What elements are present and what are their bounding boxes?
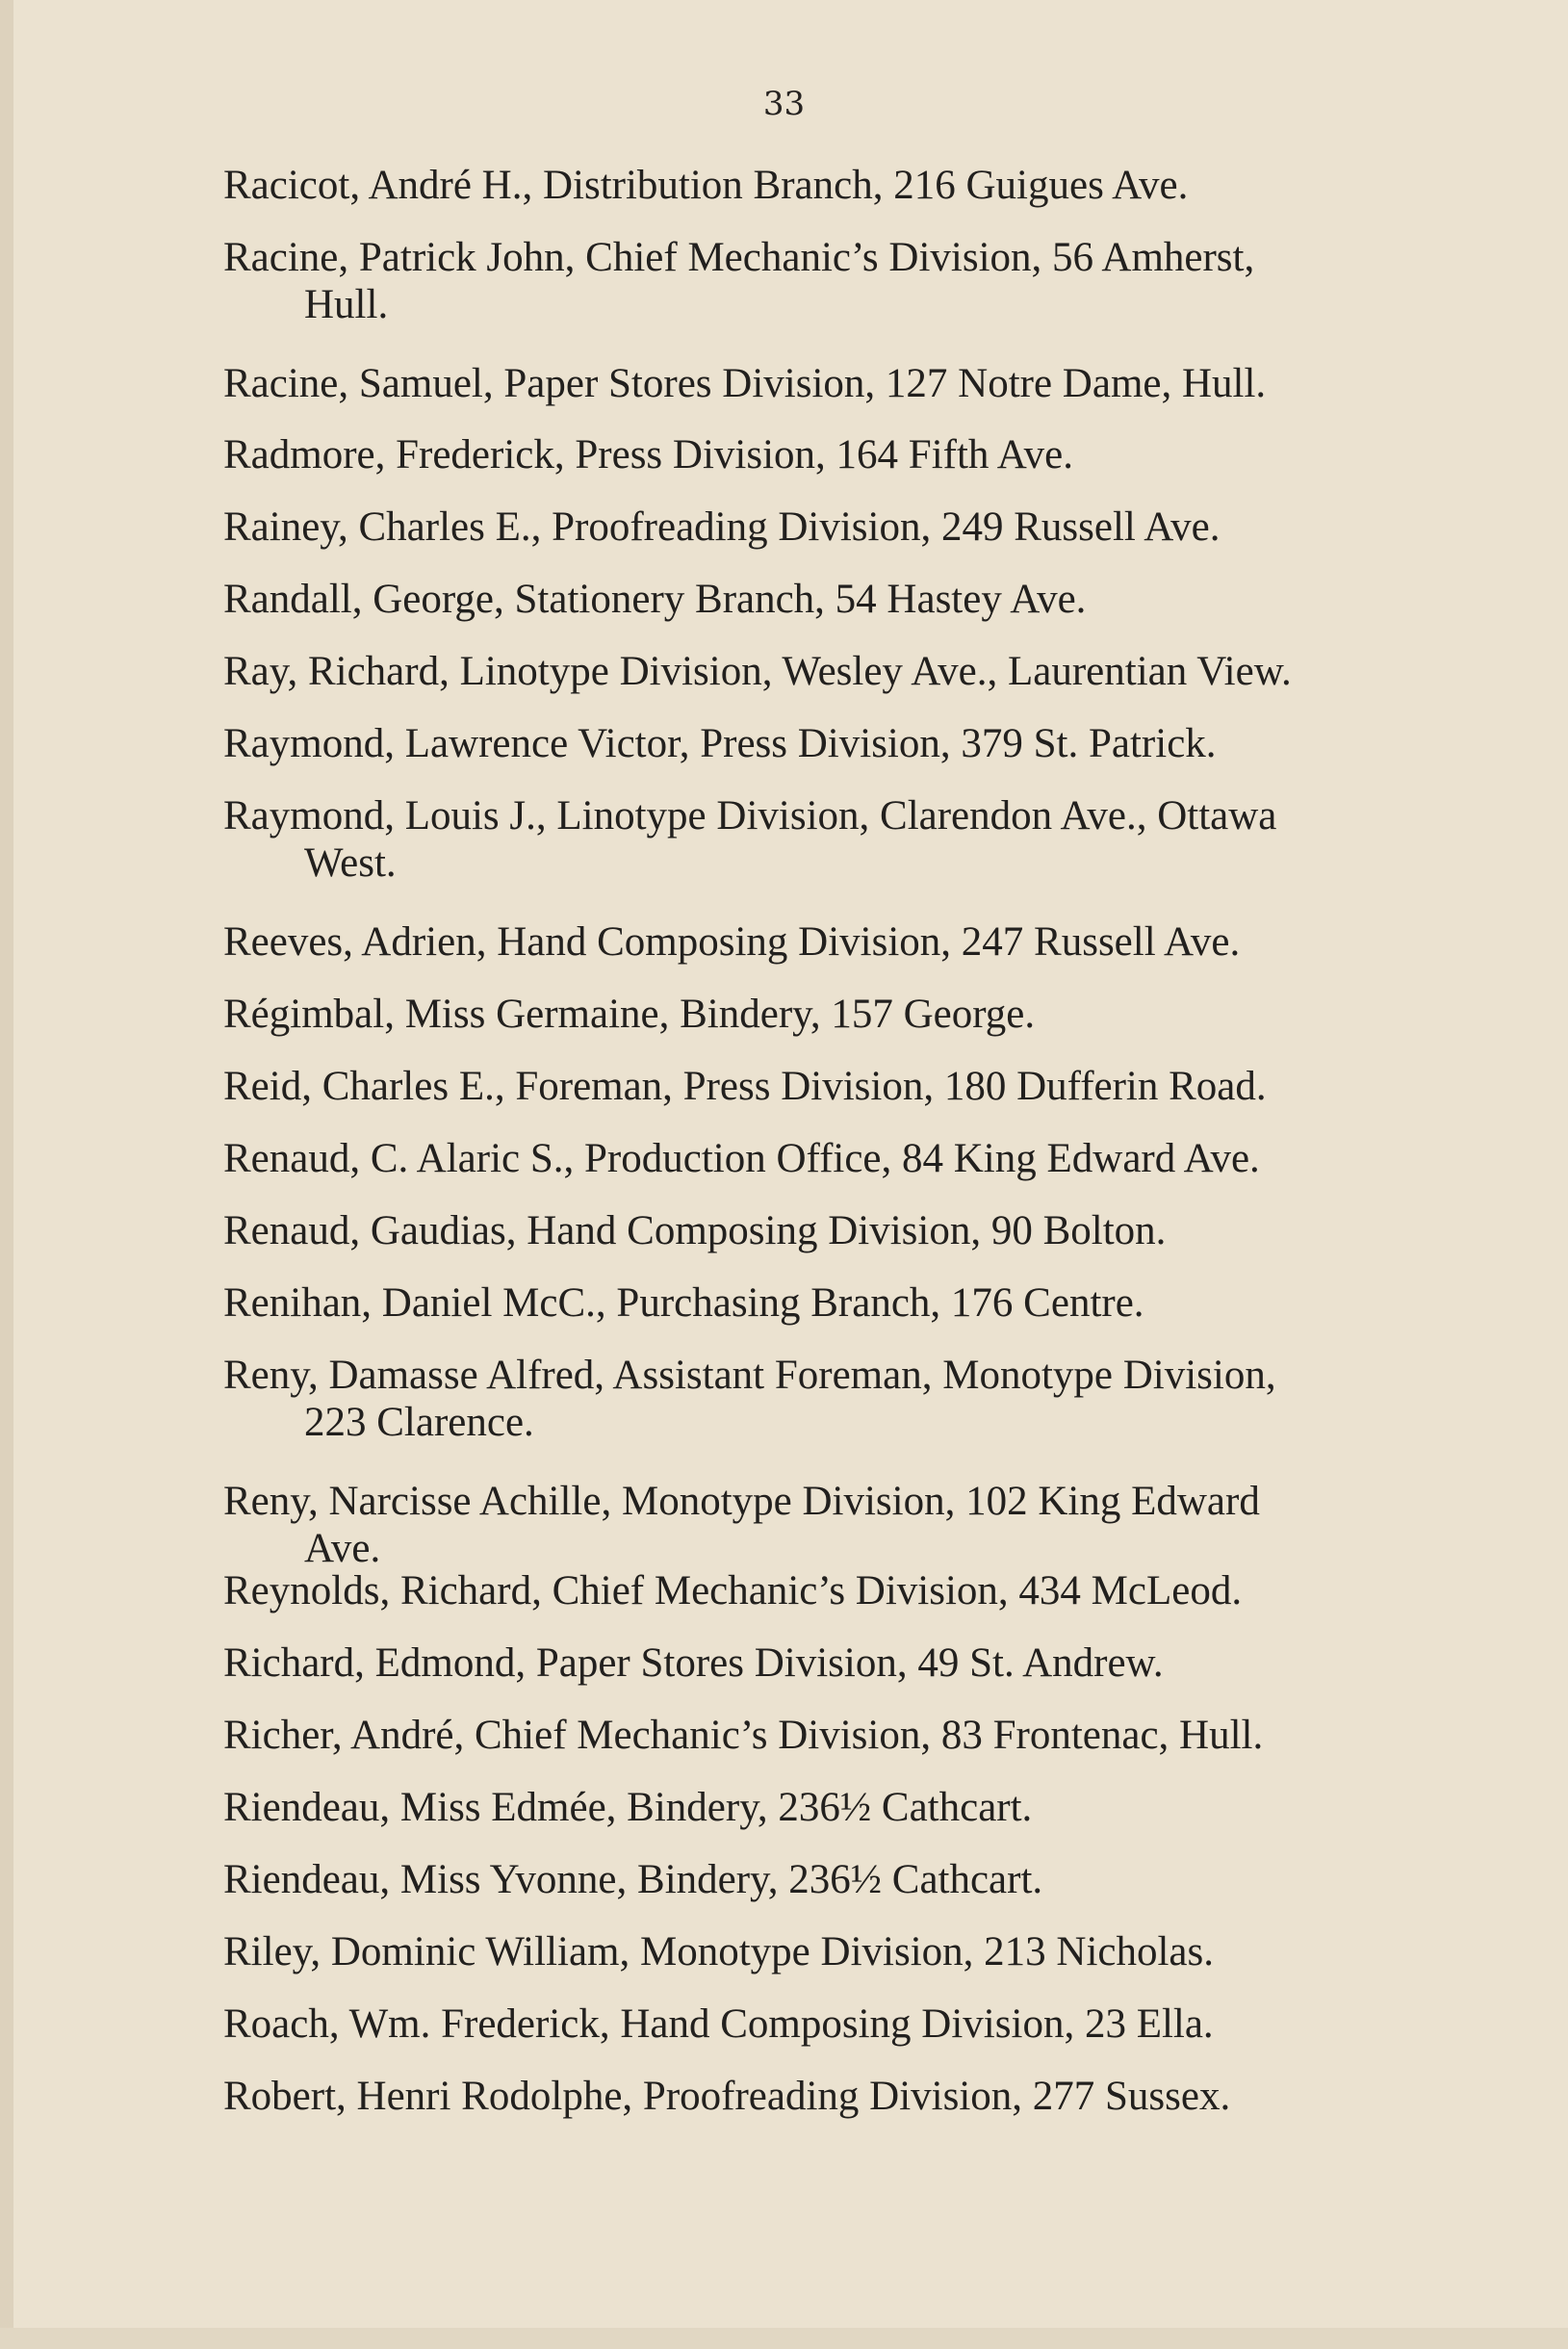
directory-entry xyxy=(223,2073,1398,2120)
entry-line: Renaud, C. Alaric S., Production Office, 84 King Edward Ave. xyxy=(223,1136,1260,1181)
entry-line: Reeves, Adrien, Hand Composing Division, 247 Russell Ave. xyxy=(223,919,1241,965)
directory-entry xyxy=(223,234,1398,328)
entry-line: Rainey, Charles E., Proofreading Division, 249 Russell Ave. xyxy=(223,504,1221,550)
directory-entry xyxy=(223,1063,1398,1110)
page-edge-bottom xyxy=(0,2328,1568,2349)
page-edge xyxy=(0,0,13,2349)
entry-continuation: West. xyxy=(304,840,397,886)
directory-entry xyxy=(223,1478,1398,1572)
directory-entry xyxy=(223,1352,1398,1446)
entry-line: Reny, Narcisse Achille, Monotype Division, 102 King Edward xyxy=(223,1479,1260,1524)
directory-entry xyxy=(223,1712,1398,1759)
entry-line: Richer, André, Chief Mechanic’s Division, 83 Frontenac, Hull. xyxy=(223,1713,1264,1758)
directory-entry xyxy=(223,1135,1398,1182)
directory-entry xyxy=(223,1207,1398,1254)
entry-continuation: Ave. xyxy=(304,1526,381,1571)
entry-line: Racine, Samuel, Paper Stores Division, 127 Notre Dame, Hull. xyxy=(223,361,1267,406)
entry-line: Raymond, Louis J., Linotype Division, Clarendon Ave., Ottawa xyxy=(223,793,1277,839)
entry-line: Roach, Wm. Frederick, Hand Composing Division, 23 Ella. xyxy=(223,2001,1214,2047)
directory-entry xyxy=(223,1567,1398,1614)
entry-line: Régimbal, Miss Germaine, Bindery, 157 George. xyxy=(223,992,1036,1037)
entry-line: Raymond, Lawrence Victor, Press Division, 379 St. Patrick. xyxy=(223,721,1217,766)
directory-entry xyxy=(223,991,1398,1038)
entry-line: Renaud, Gaudias, Hand Composing Division, 90 Bolton. xyxy=(223,1208,1167,1253)
entry-line: Radmore, Frederick, Press Division, 164 Fifth Ave. xyxy=(223,432,1073,478)
directory-entry xyxy=(223,162,1398,209)
directory-entry xyxy=(223,1784,1398,1831)
entry-line: Reynolds, Richard, Chief Mechanic’s Division, 434 McLeod. xyxy=(223,1568,1243,1613)
directory-entry xyxy=(223,360,1398,407)
entry-line: Randall, George, Stationery Branch, 54 Hastey Ave. xyxy=(223,577,1087,622)
entry-line: Reid, Charles E., Foreman, Press Division, 180 Dufferin Road. xyxy=(223,1064,1267,1109)
directory-entry xyxy=(223,1928,1398,1975)
entry-line: Ray, Richard, Linotype Division, Wesley Ave., Laurentian View. xyxy=(223,649,1292,694)
directory-entry xyxy=(223,792,1398,887)
directory-entry xyxy=(223,1279,1398,1327)
entry-line: Racicot, André H., Distribution Branch, 216 Guigues Ave. xyxy=(223,163,1189,208)
entry-line: Racine, Patrick John, Chief Mechanic’s Division, 56 Amherst, xyxy=(223,235,1255,280)
entry-continuation: Hull. xyxy=(304,282,389,327)
directory-entry xyxy=(223,918,1398,966)
directory-entry xyxy=(223,648,1398,695)
directory-entry xyxy=(223,431,1398,478)
entry-continuation: 223 Clarence. xyxy=(304,1400,534,1445)
entry-line: Riley, Dominic William, Monotype Division, 213 Nicholas. xyxy=(223,1929,1214,1975)
directory-entry xyxy=(223,2001,1398,2048)
directory-entry xyxy=(223,576,1398,623)
directory-entry xyxy=(223,1856,1398,1903)
entry-line: Renihan, Daniel McC., Purchasing Branch, 176 Centre. xyxy=(223,1280,1144,1326)
directory-entry xyxy=(223,503,1398,551)
entry-line: Robert, Henri Rodolphe, Proofreading Division, 277 Sussex. xyxy=(223,2074,1231,2119)
directory-entry xyxy=(223,1639,1398,1687)
entry-line: Riendeau, Miss Yvonne, Bindery, 236½ Cathcart. xyxy=(223,1857,1043,1902)
entry-line: Riendeau, Miss Edmée, Bindery, 236½ Cathcart. xyxy=(223,1785,1033,1830)
page-number: 33 xyxy=(762,85,806,123)
entry-line: Richard, Edmond, Paper Stores Division, 49 St. Andrew. xyxy=(223,1640,1164,1686)
entry-line: Reny, Damasse Alfred, Assistant Foreman, Monotype Division, xyxy=(223,1353,1276,1398)
directory-entry xyxy=(223,720,1398,767)
